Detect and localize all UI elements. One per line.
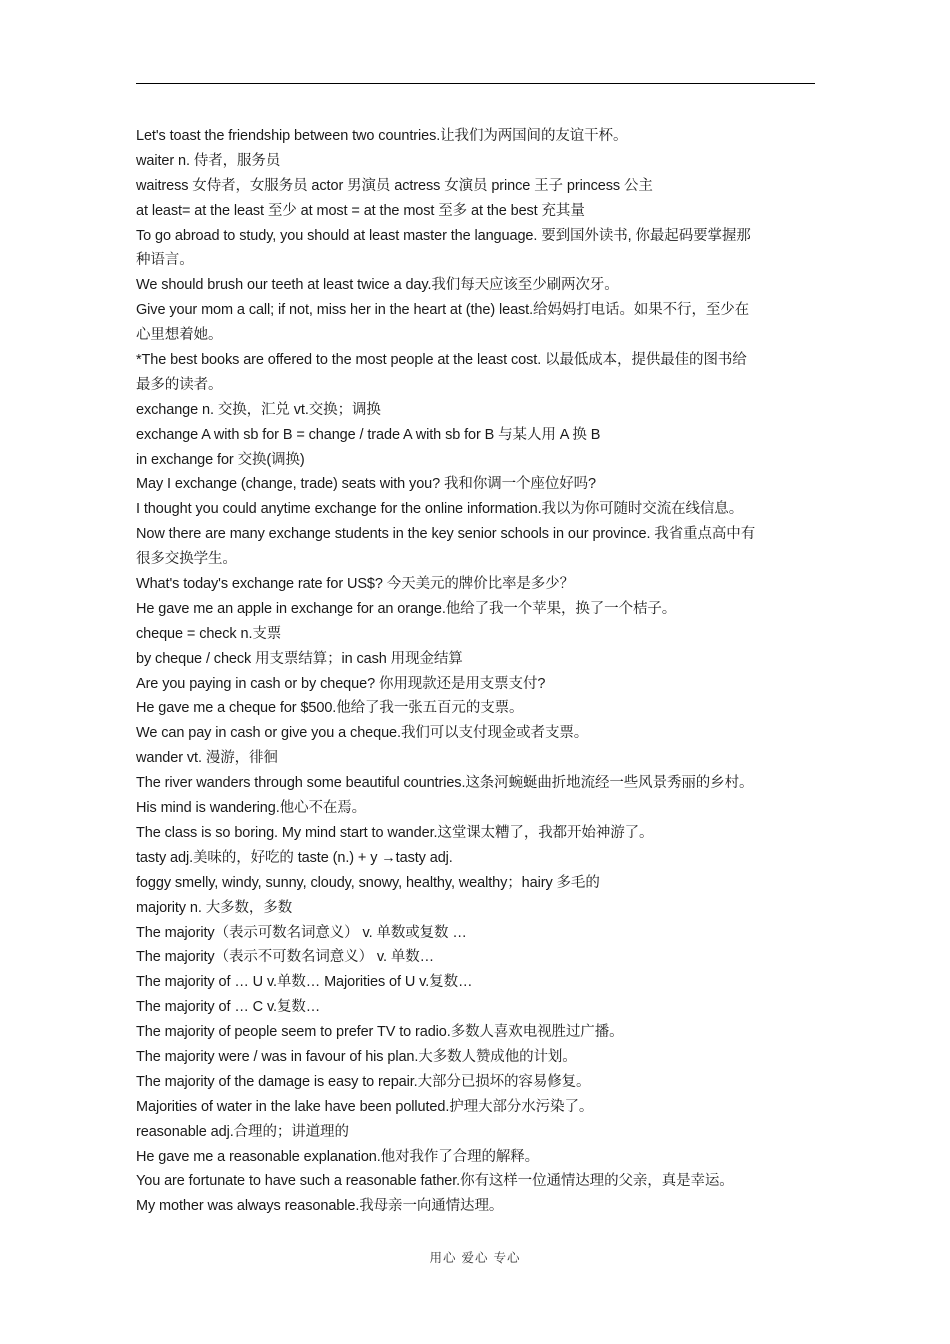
text-line: May I exchange (change, trade) seats with you? 我和你调一个座位好吗? (136, 476, 596, 493)
text-line: 种语言。 (136, 252, 194, 269)
text-line: majority n. 大多数，多数 (136, 899, 293, 916)
text-line: He gave me a reasonable explanation.他对我作了合理的解释。 (136, 1148, 540, 1165)
text-line: We can pay in cash or give you a cheque.我们可以支付现金或者支票。 (136, 725, 589, 742)
text-line: in exchange for 交换(调换) (136, 451, 305, 468)
text-line: waitress 女侍者，女服务员 actor 男演员 actress 女演员 prince 王子 princess 公主 (136, 177, 653, 194)
text-line: The majority were / was in favour of his plan.大多数人赞成他的计划。 (136, 1048, 577, 1065)
text-line: He gave me an apple in exchange for an orange.他给了我一个苹果，换了一个桔子。 (136, 600, 677, 617)
text-line: The majority of people seem to prefer TV to radio.多数人喜欢电视胜过广播。 (136, 1024, 624, 1041)
text-line: Are you paying in cash or by cheque? 你用现款还是用支票支付? (136, 675, 546, 692)
text-line: My mother was always reasonable.我母亲一向通情达理。 (136, 1198, 504, 1215)
text-line: The majority of … C v.复数… (136, 999, 321, 1016)
text-line: 最多的读者。 (136, 376, 223, 393)
text-line: *The best books are offered to the most people at the least cost. 以最低成本，提供最佳的图书给 (136, 352, 747, 369)
text-line: wander vt. 漫游，徘徊 (136, 750, 278, 767)
text-line: I thought you could anytime exchange for the online information.我以为你可随时交流在线信息。 (136, 501, 744, 518)
page-footer: 用心 爱心 专心 (429, 1250, 521, 1265)
text-line: by cheque / check 用支票结算；in cash 用现金结算 (136, 650, 463, 667)
text-line: Majorities of water in the lake have been polluted.护理大部分水污染了。 (136, 1098, 594, 1115)
text-line: The majority（表示不可数名词意义） v. 单数… (136, 949, 435, 966)
text-line: foggy smelly, windy, sunny, cloudy, snowy, healthy, wealthy；hairy 多毛的 (136, 874, 600, 891)
text-line: You are fortunate to have such a reasonable father.你有这样一位通情达理的父亲，真是幸运。 (136, 1173, 734, 1190)
text-line: exchange A with sb for B = change / trade A with sb for B 与某人用 A 换 B (136, 426, 601, 443)
text-line: We should brush our teeth at least twice a day.我们每天应该至少刷两次牙。 (136, 277, 619, 294)
text-line: at least= at the least 至少 at most = at the most 至多 at the best 充其量 (136, 202, 585, 219)
text-line: 很多交换学生。 (136, 551, 237, 568)
text-line: He gave me a cheque for $500.他给了我一张五百元的支票。 (136, 700, 524, 717)
text-line: 心里想着她。 (136, 327, 223, 344)
text-line: reasonable adj.合理的；讲道理的 (136, 1123, 349, 1140)
text-line: The class is so boring. My mind start to wander.这堂课太糟了，我都开始神游了。 (136, 824, 654, 841)
text-line: waiter n. 侍者，服务员 (136, 152, 281, 169)
header-rule (136, 83, 815, 84)
text-line: Now there are many exchange students in the key senior schools in our province. 我省重点高中有 (136, 526, 756, 543)
text-line: The majority of … U v.单数… Majorities of U v.复数… (136, 974, 473, 991)
document-body (136, 124, 826, 1219)
text-line: tasty adj.美味的，好吃的 taste (n.) + y →tasty adj. (136, 849, 453, 866)
text-line: exchange n. 交换，汇兑 vt.交换；调换 (136, 401, 381, 418)
text-line: To go abroad to study, you should at least master the language. 要到国外读书, 你最起码要掌握那 (136, 227, 751, 244)
text-line: Let's toast the friendship between two countries.让我们为两国间的友谊干杯。 (136, 128, 628, 144)
text-line: Give your mom a call; if not, miss her in the heart at (the) least.给妈妈打电话。如果不行，至少在 (136, 302, 750, 319)
text-line: The majority（表示可数名词意义） v. 单数或复数 … (136, 924, 467, 941)
text-line: cheque = check n.支票 (136, 625, 282, 642)
text-line: His mind is wandering.他心不在焉。 (136, 800, 367, 817)
text-line: What's today's exchange rate for US$? 今天美元的牌价比率是多少？ (136, 576, 574, 593)
text-line: The majority of the damage is easy to repair.大部分已损坏的容易修复。 (136, 1073, 591, 1090)
text-line: The river wanders through some beautiful countries.这条河蜿蜒曲折地流经一些风景秀丽的乡村。 (136, 775, 754, 792)
